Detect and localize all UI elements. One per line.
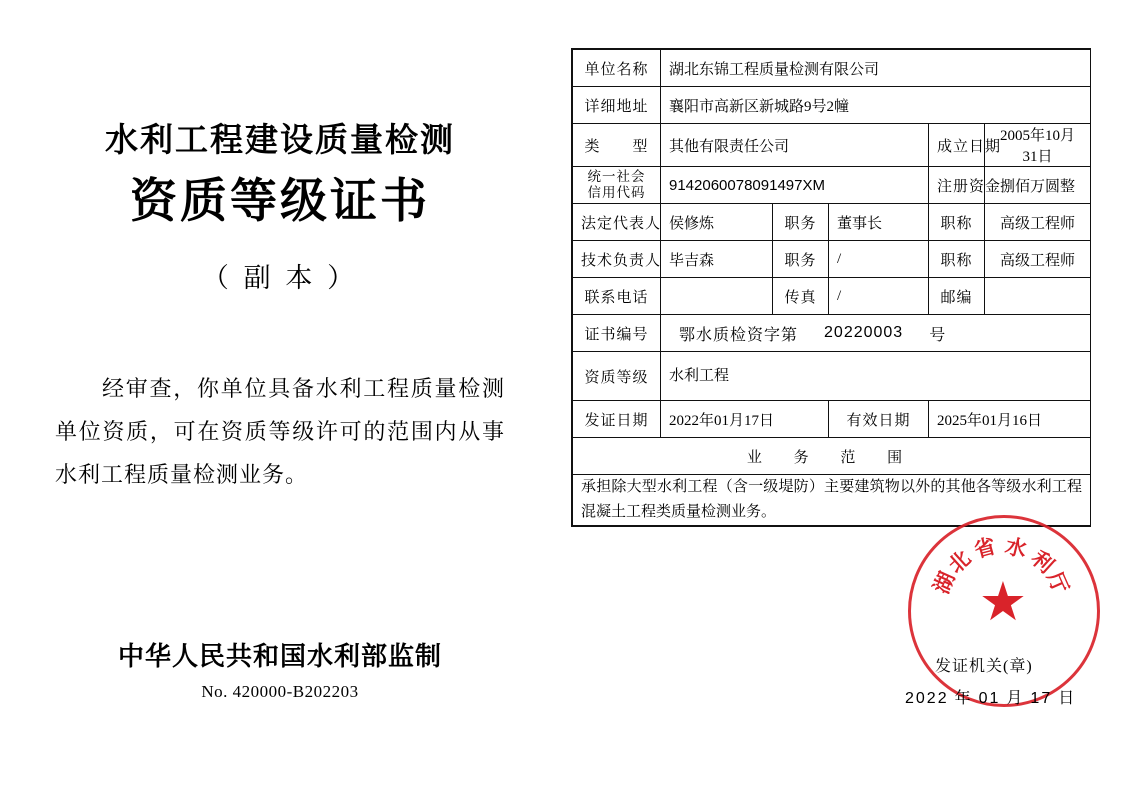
title-block	[0, 120, 560, 295]
cert-no-inner	[669, 322, 1082, 345]
address-value: 襄阳市高新区新城路9号2幢	[661, 87, 1091, 124]
table-row-qualification-level	[573, 352, 1091, 401]
postcode-label: 邮编	[929, 278, 985, 315]
seal-date-day-unit: 日	[1058, 690, 1077, 707]
tech-lead-title-label: 职称	[929, 241, 985, 278]
phone-value	[661, 278, 773, 315]
tech-lead-label: 技术负责人	[573, 241, 661, 278]
valid-date-label: 有效日期	[829, 401, 929, 438]
cert-no-value-cell	[661, 315, 1091, 352]
credit-code-value: 9142060078091497XM	[661, 167, 929, 204]
table-row-address	[573, 87, 1091, 124]
seal-date	[905, 685, 1076, 708]
table-row-dates	[573, 401, 1091, 438]
seal-char-5: 利	[1026, 545, 1059, 578]
official-seal	[908, 515, 1098, 705]
certificate-body-text	[55, 368, 505, 497]
tech-lead-value: 毕吉森	[661, 241, 773, 278]
table-row-type	[573, 124, 1091, 167]
certificate-serial-number: No. 420000-B202203	[201, 682, 359, 701]
certificate-copy-label: （ 副 本 ）	[201, 263, 359, 294]
scope-text: 承担除大型水利工程（含一级堤防）主要建筑物以外的其他各等级水利工程混凝土工程类质量检测业务。	[581, 479, 1083, 520]
address-label: 详细地址	[573, 87, 661, 124]
seal-date-month-unit: 月	[1006, 690, 1025, 707]
certificate-title-line-2: 资质等级证书	[130, 175, 430, 228]
valid-date-value: 2025年01月16日	[929, 401, 1091, 438]
table-row-scope-header	[573, 438, 1091, 475]
phone-label: 联系电话	[573, 278, 661, 315]
postcode-value	[985, 278, 1091, 315]
unit-name-value: 湖北东锦工程质量检测有限公司	[661, 50, 1091, 87]
tech-lead-title-value: 高级工程师	[985, 241, 1091, 278]
body-text-content: 经审查，你单位具备水利工程质量检测单位资质，可在资质等级许可的范围内从事水利工程质量检测业务。	[55, 376, 505, 487]
seal-char-4: 水	[1002, 533, 1030, 563]
seal-date-year: 2022	[905, 690, 949, 707]
legal-rep-post-value: 董事长	[829, 204, 929, 241]
scope-header: 业 务 范 围	[573, 438, 1091, 475]
capital-label: 注册资金	[929, 167, 985, 204]
credit-code-label-line-1: 统一社会	[587, 169, 646, 185]
cert-no-suffix: 号	[929, 326, 947, 344]
table-row-contact	[573, 278, 1091, 315]
credit-code-label-line-2: 信用代码	[587, 185, 646, 200]
left-panel	[0, 0, 560, 794]
seal-date-month: 01	[978, 690, 1001, 707]
legal-rep-value: 侯修炼	[661, 204, 773, 241]
found-date-label: 成立日期	[929, 124, 985, 167]
scope-body-cell	[573, 475, 1091, 707]
table-row-tech-lead	[573, 241, 1091, 278]
table-row-legal-rep	[573, 204, 1091, 241]
legal-rep-title-label: 职称	[929, 204, 985, 241]
seal-date-year-unit: 年	[954, 690, 973, 707]
issue-date-value: 2022年01月17日	[661, 401, 829, 438]
type-label: 类 型	[573, 124, 661, 167]
qualification-level-label: 资质等级	[573, 352, 661, 401]
tech-lead-post-label: 职务	[773, 241, 829, 278]
fax-label: 传真	[773, 278, 829, 315]
seal-char-2: 北	[943, 545, 976, 578]
issuing-ministry: 中华人民共和国水利部监制	[117, 642, 442, 671]
cert-no-label: 证书编号	[573, 315, 661, 352]
legal-rep-post-label: 职务	[773, 204, 829, 241]
certificate-info-table-wrapper	[571, 48, 1091, 707]
certificate-info-table	[572, 49, 1091, 707]
capital-value: 捌佰万圆整	[985, 167, 1091, 204]
seal-outer-ring	[908, 515, 1100, 707]
type-value: 其他有限责任公司	[661, 124, 929, 167]
legal-rep-title-value: 高级工程师	[985, 204, 1091, 241]
unit-name-label: 单位名称	[573, 50, 661, 87]
seal-star-icon: ★	[978, 572, 1028, 633]
seal-date-day: 17	[1030, 690, 1053, 707]
seal-char-1: 湖	[929, 568, 960, 598]
found-date-value: 2005年10月31日	[985, 124, 1091, 167]
table-row-unit-name	[573, 50, 1091, 87]
tech-lead-post-value: /	[829, 241, 929, 278]
certificate-title-line-1: 水利工程建设质量检测	[105, 123, 455, 159]
fax-value: /	[829, 278, 929, 315]
credit-code-label	[573, 167, 661, 204]
table-row-cert-no	[573, 315, 1091, 352]
legal-rep-label: 法定代表人	[573, 204, 661, 241]
cert-no-prefix: 鄂水质检资字第	[679, 326, 799, 344]
table-row-credit-code	[573, 167, 1091, 204]
qualification-level-value: 水利工程	[661, 352, 1091, 401]
seal-char-3: 省	[971, 533, 999, 563]
issue-date-label: 发证日期	[573, 401, 661, 438]
cert-no-number: 20220003	[824, 324, 904, 341]
issuing-authority-label: 发证机关(章)	[935, 658, 1033, 675]
seal-char-6: 厅	[1042, 568, 1073, 598]
table-row-scope-body	[573, 475, 1091, 526]
